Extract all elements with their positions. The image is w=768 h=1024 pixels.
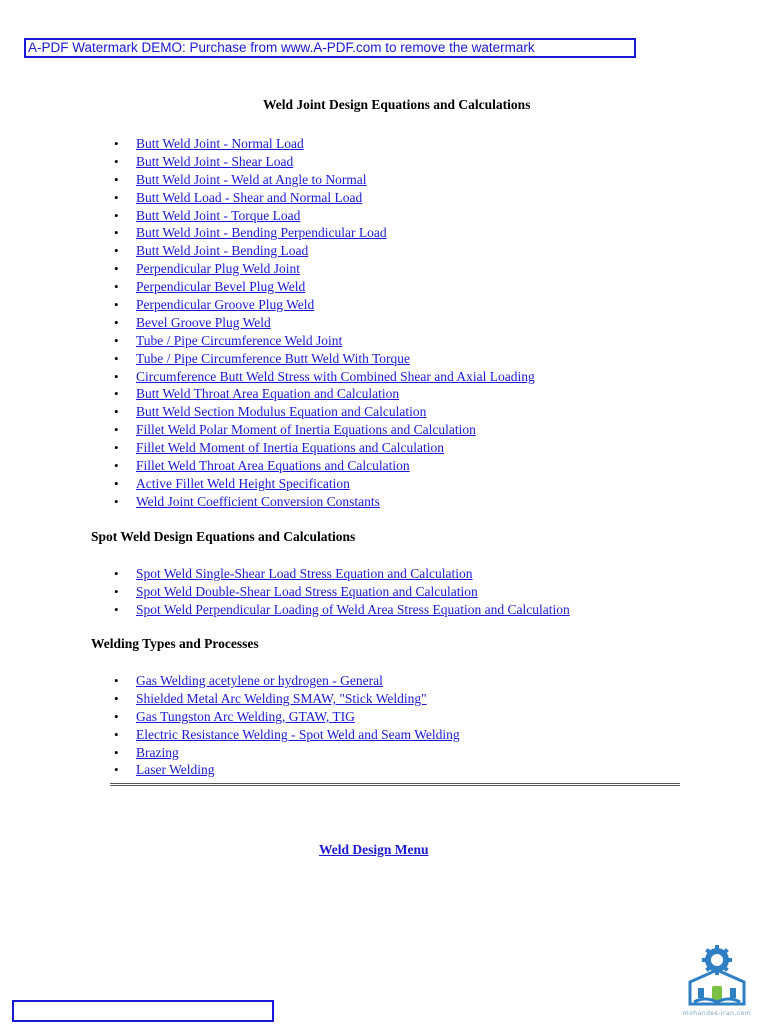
topic-link[interactable]: Butt Weld Joint - Bending Load — [136, 243, 309, 259]
topic-link[interactable]: Butt Weld Joint - Bending Perpendicular Load — [136, 225, 387, 241]
topic-link[interactable]: Butt Weld Joint - Weld at Angle to Normal — [136, 171, 367, 187]
list-item — [110, 744, 460, 762]
welding-types-link-list — [110, 672, 460, 779]
topic-link[interactable]: Perpendicular Plug Weld Joint — [136, 261, 301, 277]
logo-caption: mohandes-iran.com — [682, 1010, 752, 1017]
topic-link[interactable]: Fillet Weld Throat Area Equations and Calculation — [136, 458, 410, 474]
topic-link[interactable]: Active Fillet Weld Height Specification — [136, 475, 350, 491]
list-item — [110, 457, 535, 475]
list-item — [110, 761, 460, 779]
topic-link[interactable]: Fillet Weld Moment of Inertia Equations and Calculation — [136, 440, 444, 456]
topic-link[interactable]: Bevel Groove Plug Weld — [136, 314, 271, 330]
topic-link[interactable]: Tube / Pipe Circumference Weld Joint — [136, 332, 343, 348]
topic-link[interactable]: Electric Resistance Welding - Spot Weld and Seam Welding — [136, 726, 460, 742]
list-item — [110, 135, 535, 153]
topic-link[interactable]: Butt Weld Joint - Torque Load — [136, 207, 301, 223]
list-item — [110, 242, 535, 260]
topic-link[interactable]: Butt Weld Load - Shear and Normal Load — [136, 189, 363, 205]
list-item — [110, 385, 535, 403]
section-heading-weld-joint: Weld Joint Design Equations and Calculations — [263, 97, 531, 112]
topic-link[interactable]: Shielded Metal Arc Welding SMAW, "Stick Welding" — [136, 690, 427, 706]
watermark-banner[interactable]: A-PDF Watermark DEMO: Purchase from www.A-PDF.com to remove the watermark — [24, 38, 636, 58]
topic-link[interactable]: Butt Weld Throat Area Equation and Calculation — [136, 386, 400, 402]
list-item — [110, 314, 535, 332]
topic-link[interactable]: Spot Weld Perpendicular Loading of Weld Area Stress Equation and Calculation — [136, 601, 570, 617]
list-item — [110, 189, 535, 207]
list-item — [110, 278, 535, 296]
list-item — [110, 708, 460, 726]
list-item — [110, 672, 460, 690]
list-item — [110, 726, 460, 744]
topic-link[interactable]: Gas Tungston Arc Welding, GTAW, TIG — [136, 708, 355, 724]
list-item — [110, 171, 535, 189]
topic-link[interactable]: Spot Weld Single-Shear Load Stress Equation and Calculation — [136, 566, 473, 581]
weld-joint-link-list — [110, 135, 535, 511]
list-item — [110, 207, 535, 225]
bottom-link-box[interactable] — [12, 1000, 274, 1022]
topic-link[interactable]: Weld Joint Coefficient Conversion Constants — [136, 493, 380, 509]
topic-link[interactable]: Circumference Butt Weld Stress with Combined Shear and Axial Loading — [136, 368, 535, 384]
section-heading-welding-types: Welding Types and Processes — [91, 636, 259, 651]
list-item — [110, 493, 535, 511]
topic-link[interactable]: Brazing — [136, 744, 179, 760]
topic-link[interactable]: Gas Welding acetylene or hydrogen - General — [136, 673, 383, 688]
list-item — [110, 690, 460, 708]
list-item — [110, 421, 535, 439]
topic-link[interactable]: Butt Weld Joint - Normal Load — [136, 136, 304, 151]
book-logo-icon — [672, 944, 762, 1010]
list-item — [110, 350, 535, 368]
horizontal-rule — [110, 783, 680, 786]
topic-link[interactable]: Perpendicular Bevel Plug Weld — [136, 279, 306, 295]
section-heading-spot-weld: Spot Weld Design Equations and Calculations — [91, 529, 356, 544]
spot-weld-link-list — [110, 565, 570, 619]
list-item — [110, 565, 570, 583]
topic-link[interactable]: Butt Weld Joint - Shear Load — [136, 153, 294, 169]
list-item — [110, 583, 570, 601]
topic-link[interactable]: Spot Weld Double-Shear Load Stress Equation and Calculation — [136, 583, 478, 599]
list-item — [110, 224, 535, 242]
list-item — [110, 368, 535, 386]
list-item — [110, 296, 535, 314]
topic-link[interactable]: Fillet Weld Polar Moment of Inertia Equations and Calculation — [136, 422, 476, 438]
list-item — [110, 153, 535, 171]
list-item — [110, 439, 535, 457]
site-logo — [672, 944, 762, 1022]
weld-design-menu-link[interactable]: Weld Design Menu — [319, 842, 429, 857]
topic-link[interactable]: Laser Welding — [136, 762, 215, 778]
list-item — [110, 332, 535, 350]
topic-link[interactable]: Butt Weld Section Modulus Equation and Calculation — [136, 404, 427, 420]
list-item — [110, 601, 570, 619]
topic-link[interactable]: Perpendicular Groove Plug Weld — [136, 297, 315, 313]
topic-link[interactable]: Tube / Pipe Circumference Butt Weld With Torque — [136, 350, 411, 366]
list-item — [110, 475, 535, 493]
list-item — [110, 260, 535, 278]
list-item — [110, 403, 535, 421]
